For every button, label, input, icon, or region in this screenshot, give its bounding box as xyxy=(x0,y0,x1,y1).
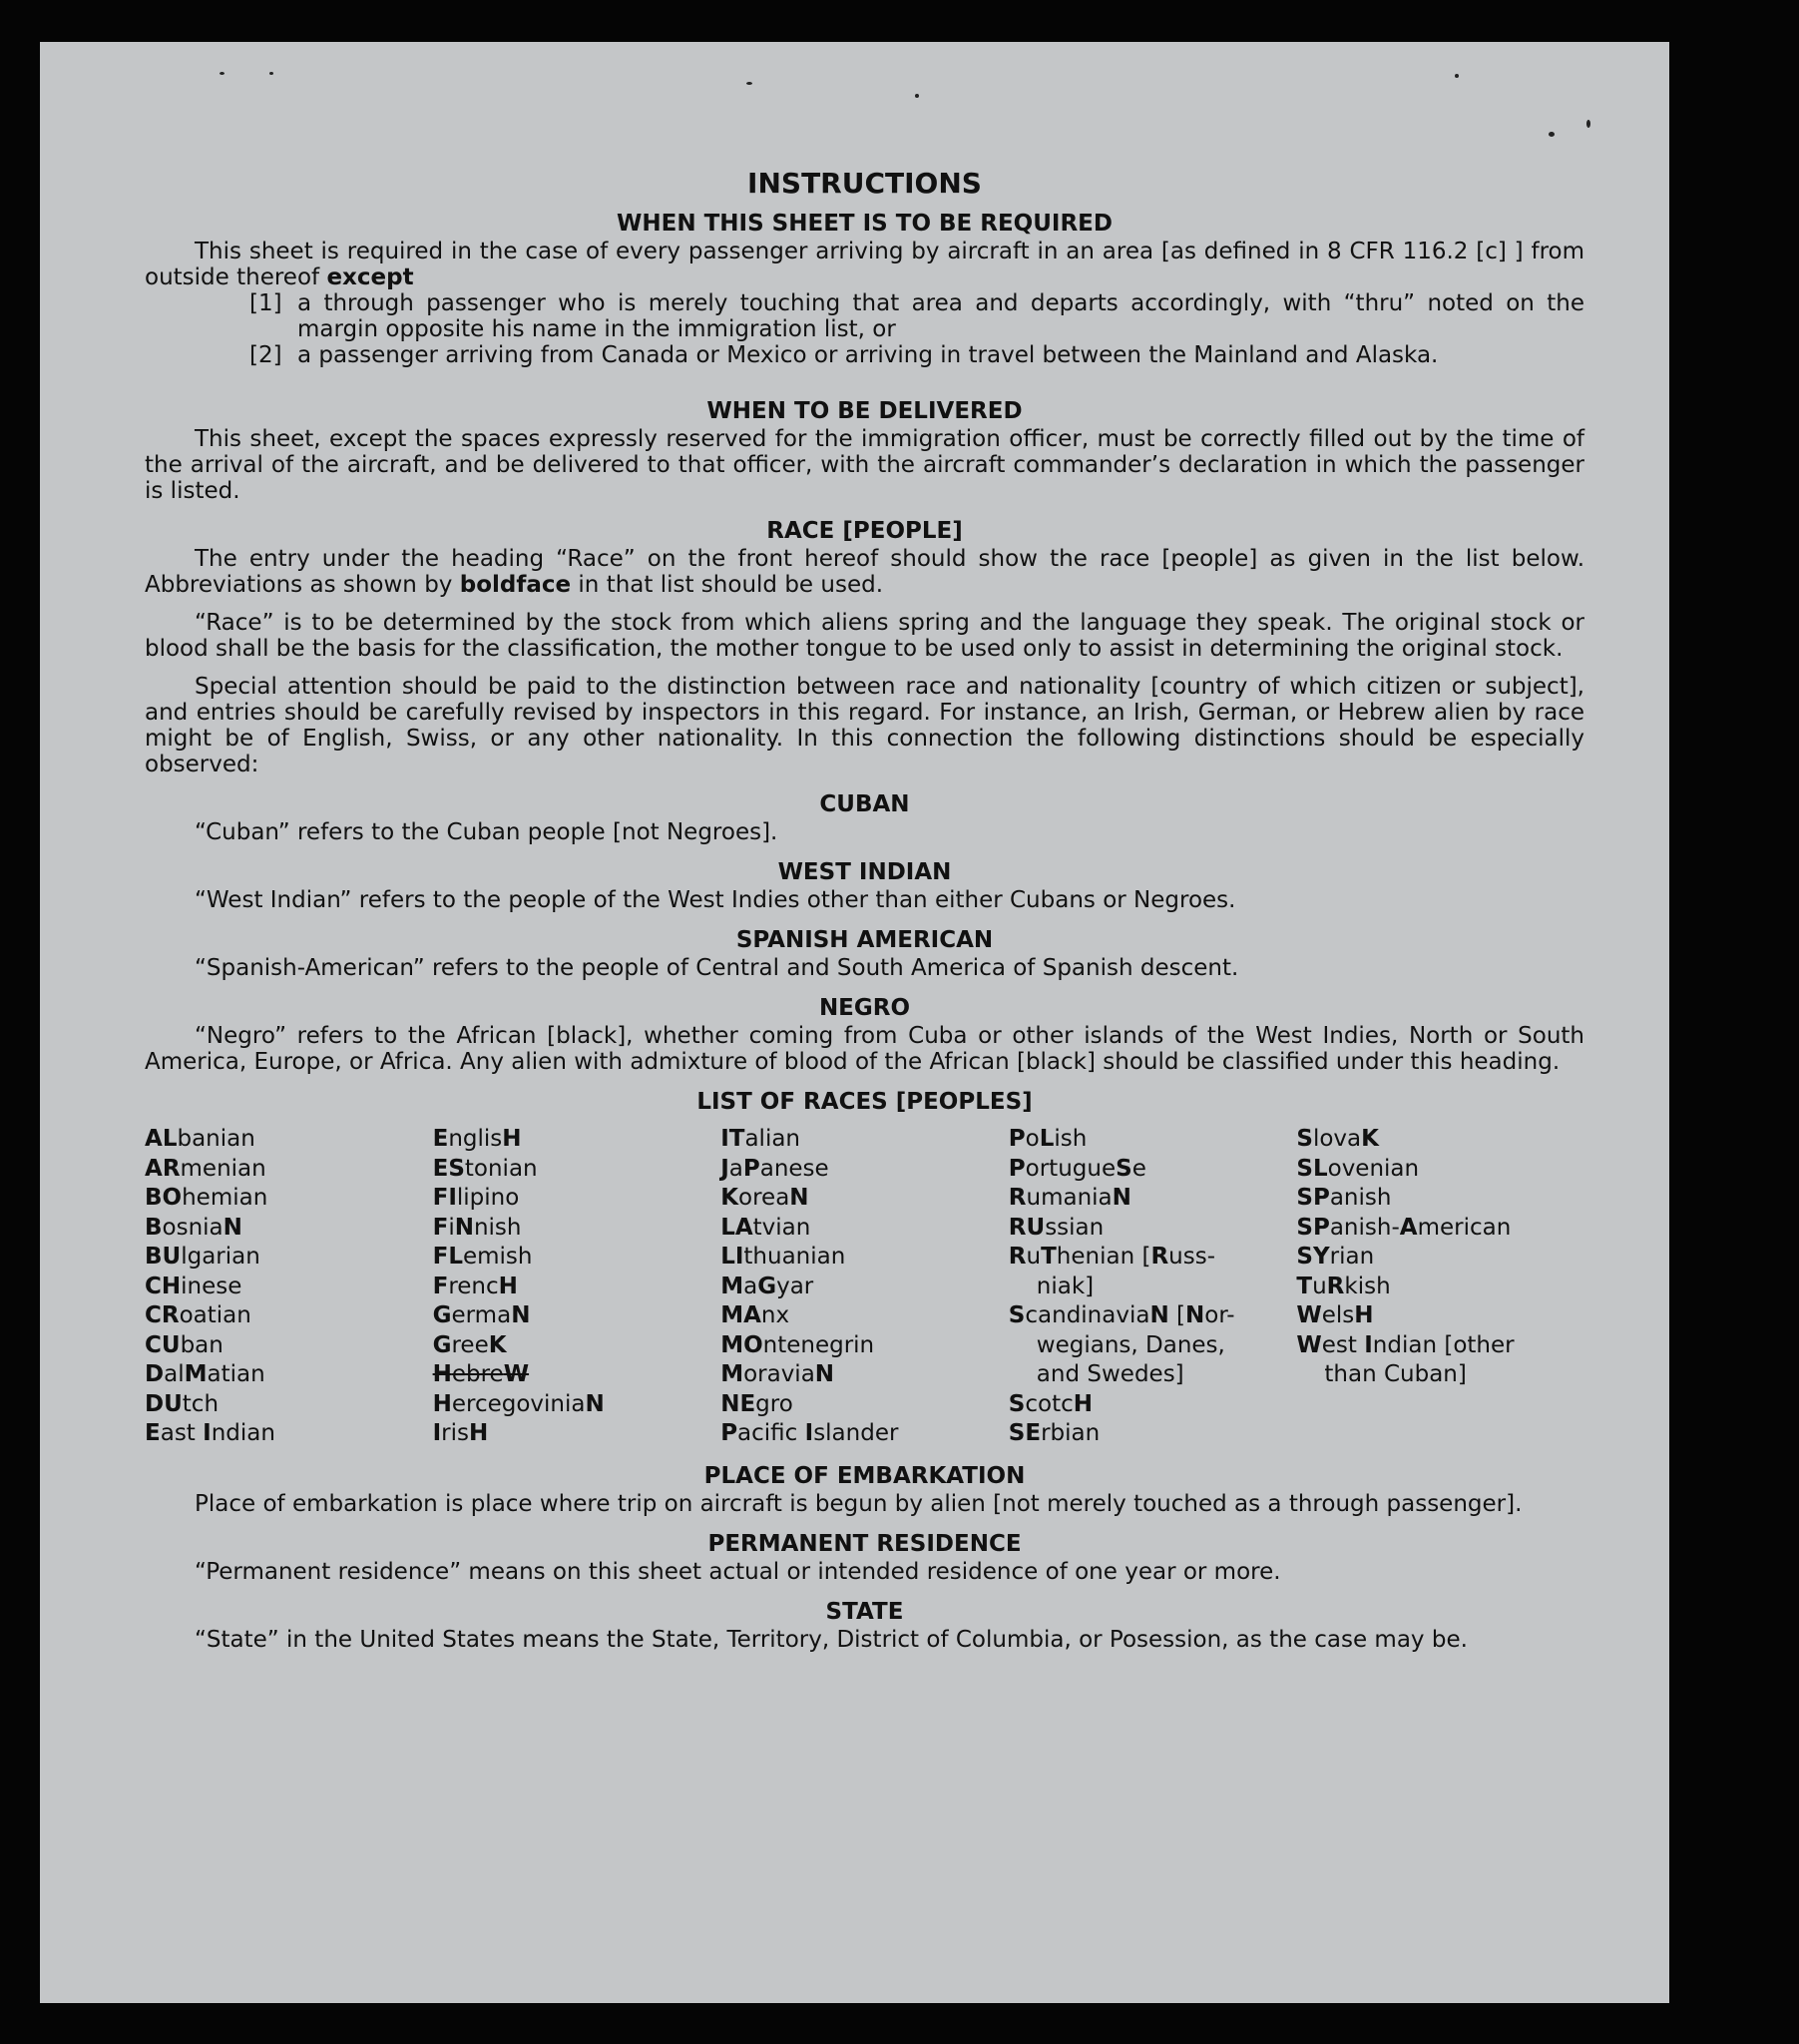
race-entry: WelsH xyxy=(1296,1302,1374,1328)
boldface-word: boldface xyxy=(459,572,572,598)
race-entry: MAnx xyxy=(720,1302,790,1328)
race-entry: ScandinaviaN [Nor- xyxy=(1008,1302,1235,1328)
required-intro-bold: except xyxy=(326,264,414,290)
race-entry: DalMatian xyxy=(145,1361,265,1387)
race-paragraph-1 xyxy=(145,546,1584,598)
race-entry: SErbian xyxy=(1008,1420,1101,1446)
section-heading-races-list: LIST OF RACES [PEOPLES] xyxy=(696,1089,1033,1115)
race-entry: SLovenian xyxy=(1296,1155,1420,1182)
spanish-american-text: “Spanish-American” refers to the people of Central and South America of Spanish descent. xyxy=(195,955,1239,981)
race-entry: GreeK xyxy=(432,1331,507,1358)
ink-speck xyxy=(915,94,919,98)
race-entry: CRoatian xyxy=(145,1302,251,1328)
race-entry: JaPanese xyxy=(720,1155,829,1182)
race-entry: Pacific Islander xyxy=(720,1420,899,1446)
race-entry: TuRkish xyxy=(1296,1273,1391,1299)
embarkation-text: Place of embarkation is place where trip on aircraft is begun by alien [not merely touched as a through passenger]. xyxy=(195,1490,1523,1517)
exception-text: a through passenger who is merely touching that area and departs accordingly, with “thru” noted on the margin opposite his name in the immigration list, or xyxy=(297,290,1584,342)
residence-text: “Permanent residence” means on this sheet actual or intended residence of one year or more. xyxy=(195,1558,1281,1585)
race-column xyxy=(145,1125,433,1449)
ink-speck xyxy=(1549,132,1555,137)
race-entry: SlovaK xyxy=(1296,1126,1379,1152)
exception-number: [2] xyxy=(249,342,282,368)
race-entry: BUlgarian xyxy=(145,1244,260,1270)
section-heading-residence: PERMANENT RESIDENCE xyxy=(707,1530,1022,1557)
ink-speck xyxy=(1586,120,1590,128)
exception-list xyxy=(249,290,1584,368)
race-entry: ALbanian xyxy=(145,1126,255,1152)
section-heading-embarkation: PLACE OF EMBARKATION xyxy=(703,1462,1026,1489)
race-entry: EStonian xyxy=(432,1155,538,1182)
section-heading-race: RACE [PEOPLE] xyxy=(766,518,963,544)
race-entry: and Swedes] xyxy=(1036,1361,1184,1387)
exception-number: [1] xyxy=(249,290,282,316)
race-entry: SPanish-American xyxy=(1296,1214,1512,1241)
race-entry: CHinese xyxy=(145,1273,242,1299)
exception-item xyxy=(249,342,1584,368)
race-entry: SPanish xyxy=(1296,1185,1392,1211)
race-entry: GermaN xyxy=(432,1302,531,1328)
instructions-content xyxy=(145,167,1584,1653)
race-entry: SYrian xyxy=(1296,1244,1375,1270)
race-column xyxy=(1009,1125,1297,1449)
negro-text: “Negro” refers to the African [black], whether coming from Cuba or other islands of the West Indies, North or South America, Europe, or Africa. Any alien with admixture of blood of the African [black] should be classified under this heading. xyxy=(145,1023,1584,1075)
race-entry: KoreaN xyxy=(720,1185,809,1211)
race-entry: RumaniaN xyxy=(1008,1185,1131,1211)
race-entry: MOntenegrin xyxy=(720,1331,875,1358)
race-entry: IrisH xyxy=(432,1420,489,1446)
section-heading-required: WHEN THIS SHEET IS TO BE REQUIRED xyxy=(617,211,1113,237)
race-entry: RuThenian [Russ- xyxy=(1008,1244,1216,1270)
state-text: “State” in the United States means the State, Territory, District of Columbia, or Posession, as the case may be. xyxy=(195,1626,1468,1653)
race-entry: EnglisH xyxy=(432,1126,522,1152)
race-entry: niak] xyxy=(1036,1273,1095,1299)
race-entry: HebreW xyxy=(432,1361,530,1387)
exception-text: a passenger arriving from Canada or Mexico or arriving in travel between the Mainland and Alaska. xyxy=(297,342,1439,368)
race-p1-text-end: in that list should be used. xyxy=(571,572,884,598)
ink-speck xyxy=(1455,74,1459,78)
race-entry: RUssian xyxy=(1008,1214,1105,1241)
race-entry: CUban xyxy=(145,1331,224,1358)
ink-speck xyxy=(269,72,273,75)
west-indian-text: “West Indian” refers to the people of the West Indies other than either Cubans or Negroes. xyxy=(195,887,1236,913)
race-paragraph-2: “Race” is to be determined by the stock from which aliens spring and the language they speak. The original stock or blood shall be the basis for the classification, the mother tongue to be used only to assist in determining the original stock. xyxy=(145,610,1584,662)
race-entry: East Indian xyxy=(145,1420,275,1446)
race-entry: FLemish xyxy=(432,1244,533,1270)
section-heading-state: STATE xyxy=(825,1598,904,1625)
race-list xyxy=(145,1125,1584,1449)
race-paragraph-3: Special attention should be paid to the distinction between race and nationality [country of which citizen or subject], and entries should be carefully revised by inspectors in this regard. For instance, an Irish, German, or Hebrew alien by race might be of English, Swiss, or any other nationality. In this connection the following distinctions should be especially observed: xyxy=(145,674,1584,777)
race-entry: West Indian [other xyxy=(1296,1331,1515,1358)
section-heading-west-indian: WEST INDIAN xyxy=(777,859,952,885)
section-heading-cuban: CUBAN xyxy=(819,791,910,817)
race-entry: NEgro xyxy=(720,1390,793,1417)
ink-speck xyxy=(220,72,225,75)
race-p1-text: The entry under the heading “Race” on the front hereof should show the race [people] as given in the list below. Abbreviations as shown by xyxy=(145,546,1584,598)
required-intro xyxy=(145,239,1584,290)
race-column xyxy=(1296,1125,1584,1449)
race-entry: PoLish xyxy=(1008,1126,1088,1152)
page-title: INSTRUCTIONS xyxy=(747,167,982,200)
race-entry: ScotcH xyxy=(1008,1390,1094,1417)
section-heading-negro: NEGRO xyxy=(818,995,911,1021)
race-entry: BOhemian xyxy=(145,1185,268,1211)
race-column xyxy=(433,1125,721,1449)
race-entry: than Cuban] xyxy=(1324,1361,1467,1387)
ink-speck xyxy=(746,82,752,85)
race-entry: ITalian xyxy=(720,1126,800,1152)
delivered-text: This sheet, except the spaces expressly reserved for the immigration officer, must be correctly filled out by the time of the arrival of the aircraft, and be delivered to that officer, with the aircraft commander’s declaration in which the passenger is listed. xyxy=(145,426,1584,504)
section-heading-spanish-american: SPANISH AMERICAN xyxy=(735,927,994,953)
race-entry: PortugueSe xyxy=(1008,1155,1146,1182)
required-intro-text: This sheet is required in the case of every passenger arriving by aircraft in an area [as defined in 8 CFR 116.2 [c] ] from outside thereof xyxy=(145,239,1584,290)
document-page xyxy=(40,42,1669,2003)
race-entry: ARmenian xyxy=(145,1155,266,1182)
race-entry: FrencH xyxy=(432,1273,518,1299)
race-entry: FIlipino xyxy=(432,1185,520,1211)
race-column xyxy=(720,1125,1009,1449)
cuban-text: “Cuban” refers to the Cuban people [not Negroes]. xyxy=(195,819,778,845)
exception-item xyxy=(249,290,1584,342)
race-entry: MaGyar xyxy=(720,1273,814,1299)
race-entry: DUtch xyxy=(145,1390,220,1417)
race-entry: LIthuanian xyxy=(720,1244,846,1270)
race-entry: wegians, Danes, xyxy=(1036,1331,1225,1358)
section-heading-delivered: WHEN TO BE DELIVERED xyxy=(706,398,1023,424)
race-entry: MoraviaN xyxy=(720,1361,835,1387)
race-entry: LAtvian xyxy=(720,1214,811,1241)
race-entry: BosniaN xyxy=(145,1214,242,1241)
race-entry: HercegoviniaN xyxy=(432,1390,605,1417)
race-entry: FiNnish xyxy=(432,1214,522,1241)
